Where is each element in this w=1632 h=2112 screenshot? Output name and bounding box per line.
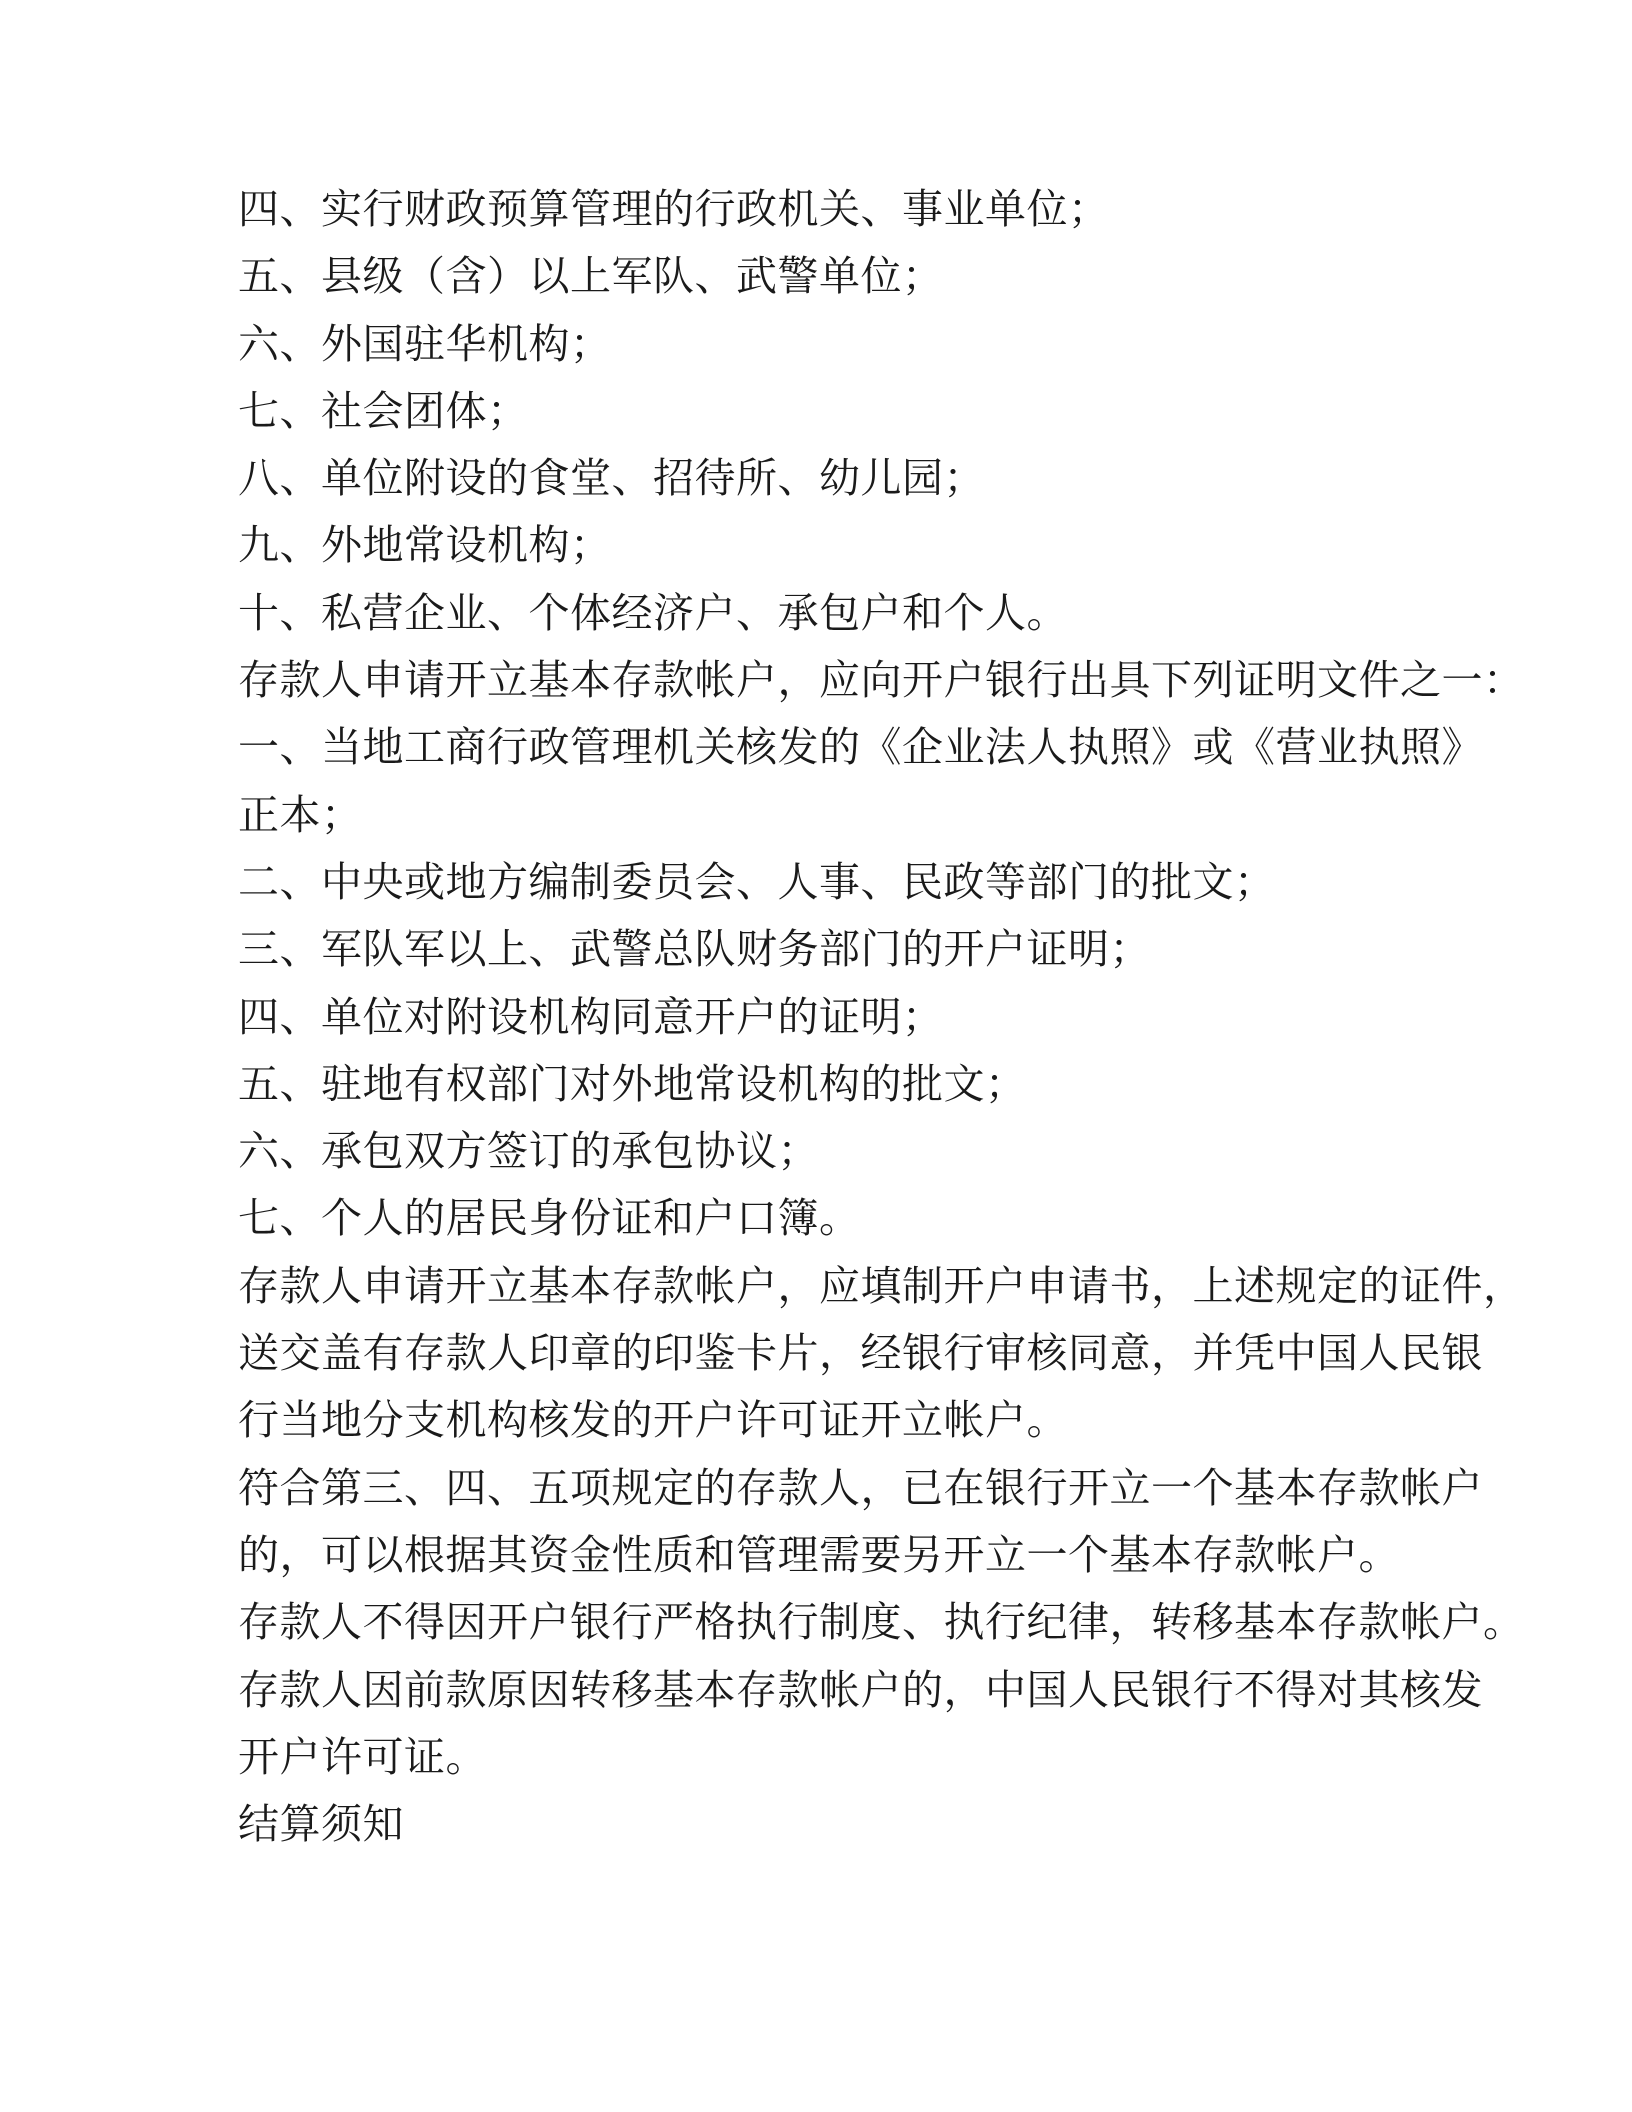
list-item: 一、当地工商行政管理机关核发的《企业法人执照》或《营业执照》 <box>238 723 1483 772</box>
list-item: 五、驻地有权部门对外地常设机构的批文； <box>238 1059 1027 1108</box>
list-item: 四、实行财政预算管理的行政机关、事业单位； <box>238 185 1110 233</box>
list-item: 九、外地常设机构； <box>238 521 612 570</box>
paragraph-line: 存款人申请开立基本存款帐户，应填制开户申请书，上述规定的证件， <box>238 1261 1525 1310</box>
list-item: 七、社会团体； <box>238 386 529 435</box>
paragraph-line: 存款人申请开立基本存款帐户，应向开户银行出具下列证明文件之一： <box>238 656 1525 705</box>
list-item: 三、军队军以上、武警总队财务部门的开户证明； <box>238 925 1151 974</box>
paragraph-line: 开户许可证。 <box>238 1732 487 1781</box>
list-item-continuation: 正本； <box>238 790 363 839</box>
list-item: 七、个人的居民身份证和户口簿。 <box>238 1194 861 1243</box>
paragraph-line: 的，可以根据其资金性质和管理需要另开立一个基本存款帐户。 <box>238 1530 1400 1579</box>
list-item: 六、承包双方签订的承包协议； <box>238 1127 819 1176</box>
list-item: 五、县级（含）以上军队、武警单位； <box>238 252 944 301</box>
paragraph-line: 存款人不得因开户银行严格执行制度、执行纪律，转移基本存款帐户。 <box>238 1598 1525 1647</box>
section-heading: 结算须知 <box>238 1800 404 1849</box>
document-body <box>238 176 1525 1858</box>
list-item: 十、私营企业、个体经济户、承包户和个人。 <box>238 588 1068 637</box>
paragraph-line: 行当地分支机构核发的开户许可证开立帐户。 <box>238 1396 1068 1445</box>
paragraph-line: 存款人因前款原因转移基本存款帐户的，中国人民银行不得对其核发 <box>238 1665 1483 1714</box>
list-item: 六、外国驻华机构； <box>238 319 612 368</box>
list-item: 八、单位附设的食堂、招待所、幼儿园； <box>238 454 985 503</box>
list-item: 四、单位对附设机构同意开户的证明； <box>238 992 944 1041</box>
paragraph-line: 送交盖有存款人印章的印鉴卡片，经银行审核同意，并凭中国人民银 <box>238 1329 1483 1378</box>
paragraph-line: 符合第三、四、五项规定的存款人，已在银行开立一个基本存款帐户 <box>238 1463 1483 1512</box>
list-item: 二、中央或地方编制委员会、人事、民政等部门的批文； <box>238 857 1276 906</box>
